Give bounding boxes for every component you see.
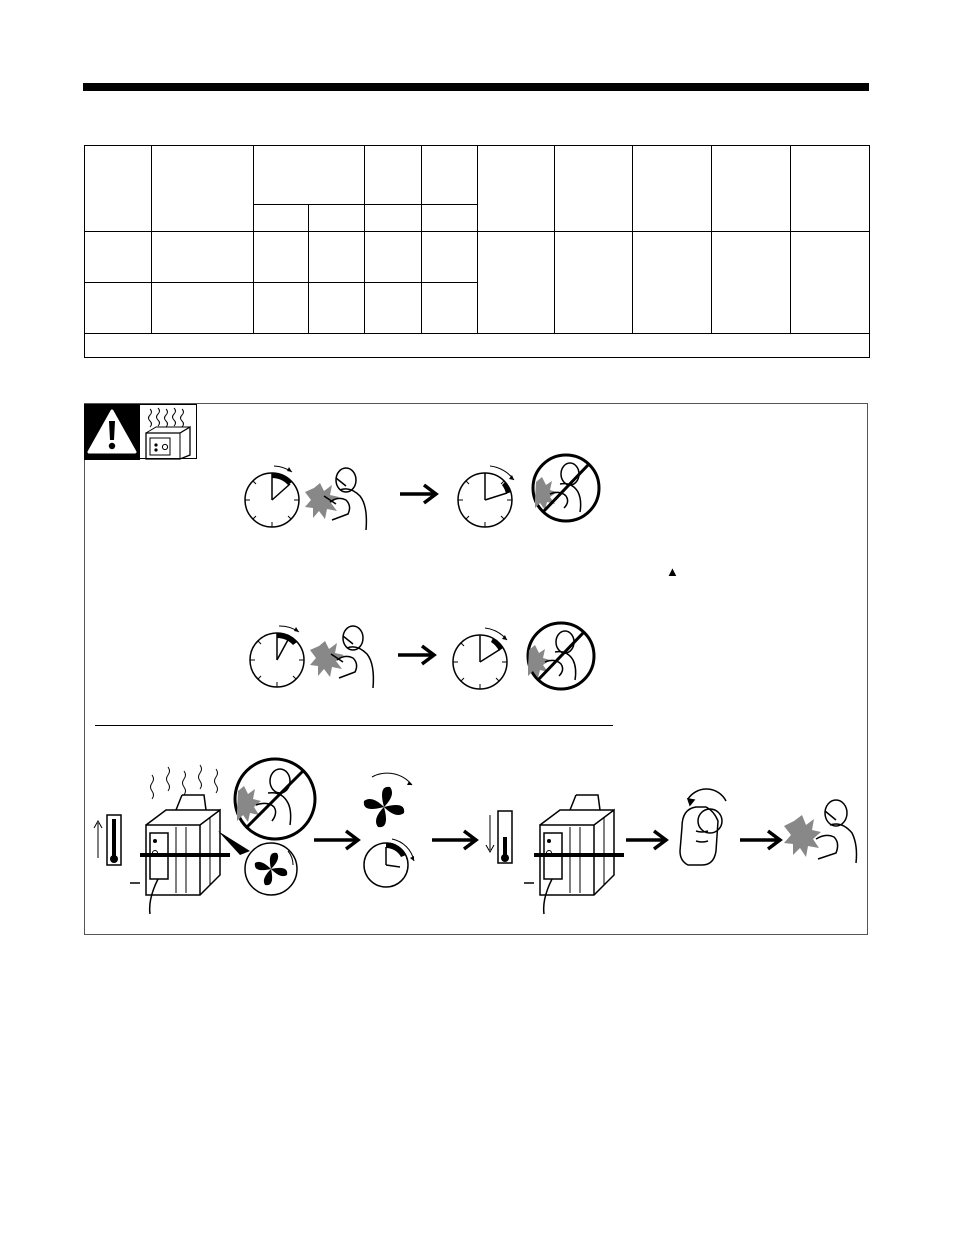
- arrow-right-icon: [740, 831, 780, 849]
- cool-welder-unit-icon: [524, 795, 624, 914]
- no-welding-icon: [235, 759, 315, 839]
- header-rule: [83, 83, 869, 91]
- table-cell: [152, 283, 254, 334]
- table-header-cell: [478, 146, 555, 232]
- duty-cycle-clock-icon: [453, 628, 507, 689]
- table-cell: [309, 232, 365, 283]
- table-header-cell: [152, 146, 254, 232]
- table-cell: [478, 232, 555, 334]
- duty-cycle-clock-icon: [458, 466, 514, 527]
- heat-waves-icon: [151, 765, 218, 799]
- table-cell: [85, 232, 152, 283]
- duty-cycle-example-2: [245, 616, 390, 690]
- table-header-cell: [422, 146, 478, 205]
- arrow-right-icon: [626, 831, 666, 849]
- warning-triangle-icon: [84, 404, 140, 460]
- temperature-falling-icon: [486, 811, 512, 863]
- table-header-cell: [633, 146, 712, 232]
- table-cell: [309, 283, 365, 334]
- table-subheader-cell: [254, 205, 309, 232]
- arrow-right-icon: [314, 831, 358, 849]
- resume-welding-icon: [784, 800, 857, 863]
- table-cell: [365, 232, 422, 283]
- overheating-sequence: [90, 755, 865, 925]
- table-subheader-cell: [422, 205, 478, 232]
- table-header-cell: [254, 146, 365, 205]
- welder-icon: [310, 626, 373, 688]
- arrow-right-icon: [400, 482, 440, 506]
- table-cell: [254, 283, 309, 334]
- table-footnote: [85, 334, 870, 358]
- fan-icon: [364, 773, 412, 827]
- table-subheader-cell: [365, 205, 422, 232]
- table-cell: [422, 232, 478, 283]
- table-cell: [712, 232, 791, 334]
- duty-cycle-example-1-stop: [452, 452, 602, 530]
- reset-knob-icon: [680, 789, 726, 865]
- table-header-cell: [365, 146, 422, 205]
- hot-equipment-icon: [140, 404, 197, 459]
- wait-clock-icon: [364, 839, 414, 887]
- table-cell: [791, 232, 870, 334]
- table-cell: [633, 232, 712, 334]
- table-header-cell: [85, 146, 152, 232]
- duty-cycle-clock-icon: [250, 626, 304, 687]
- duty-cycle-example-2-stop: [447, 616, 597, 692]
- table-cell: [555, 232, 633, 334]
- hot-welder-unit-icon: [130, 795, 230, 914]
- table-header-cell: [712, 146, 791, 232]
- table-cell: [254, 232, 309, 283]
- note-marker: ▲: [666, 564, 679, 579]
- table-row: [85, 232, 870, 283]
- arrow-right-icon: [398, 643, 438, 667]
- no-welding-icon: [533, 455, 599, 521]
- duty-cycle-clock-icon: [245, 466, 299, 527]
- duty-cycle-example-1: [240, 458, 380, 530]
- table-cell: [85, 283, 152, 334]
- temperature-rising-icon: [94, 815, 121, 865]
- welder-icon: [305, 468, 366, 530]
- table-cell: [365, 283, 422, 334]
- table-cell: [422, 283, 478, 334]
- section-divider: [95, 725, 613, 726]
- table-header-cell: [555, 146, 633, 232]
- no-welding-icon: [528, 623, 594, 689]
- rating-table: [84, 145, 870, 358]
- fan-running-icon: [245, 843, 297, 895]
- arrow-right-icon: [432, 831, 476, 849]
- table-subheader-cell: [309, 205, 365, 232]
- table-header-cell: [791, 146, 870, 232]
- table-cell: [152, 232, 254, 283]
